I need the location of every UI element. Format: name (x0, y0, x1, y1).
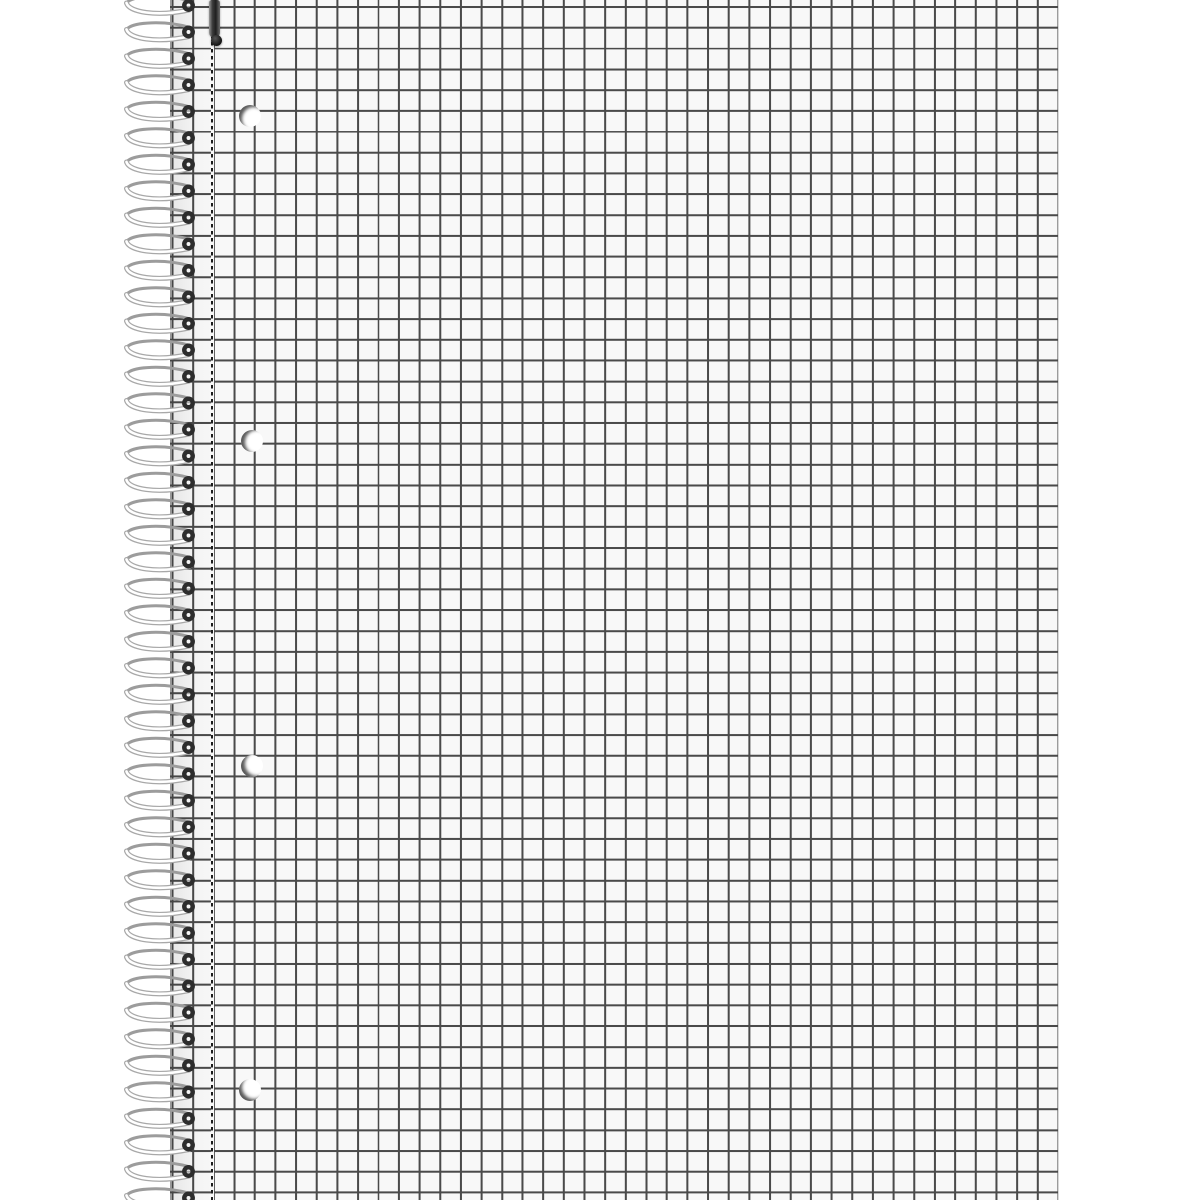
coil-loop (127, 579, 193, 596)
coil-slot (184, 452, 192, 460)
coil-loop (127, 182, 193, 199)
coil-slot (184, 478, 192, 486)
coil-loop (127, 818, 193, 835)
coil-slot (184, 796, 192, 804)
coil-loop (127, 685, 193, 702)
coil-slot (184, 955, 192, 963)
coil-loop (127, 367, 193, 384)
coil-loop (127, 553, 193, 570)
coil-slot (184, 849, 192, 857)
coil-loop (127, 897, 193, 914)
coil-loop (127, 235, 193, 252)
coil-slot (184, 346, 192, 354)
coil-slot (184, 664, 192, 672)
coil-loop (127, 420, 193, 437)
coil-slot (184, 213, 192, 221)
coil-slot (184, 425, 192, 433)
coil-slot (184, 54, 192, 62)
coil-slot (184, 717, 192, 725)
coil-slot (184, 531, 192, 539)
coil-loop (127, 712, 193, 729)
coil-loop (127, 738, 193, 755)
coil-slot (184, 293, 192, 301)
coil-slot (184, 929, 192, 937)
coil-slot (184, 690, 192, 698)
coil-loop (127, 950, 193, 967)
coil-loop (127, 500, 193, 517)
coil-slot (184, 637, 192, 645)
coil-loop (127, 394, 193, 411)
coil-slot (184, 1194, 192, 1200)
coil-loop (127, 23, 193, 40)
coil-slot (184, 584, 192, 592)
coil-loop (127, 844, 193, 861)
coil-slot (184, 876, 192, 884)
coil-slot (184, 28, 192, 36)
coil-slot (184, 372, 192, 380)
coil-loop (127, 1003, 193, 1020)
coil-slot (184, 558, 192, 566)
coil-loop (127, 314, 193, 331)
coil-slot (184, 1, 192, 9)
coil-loop (127, 102, 193, 119)
coil-loop (127, 1162, 193, 1179)
coil-loop (127, 76, 193, 93)
coil-loop (127, 1030, 193, 1047)
pen-mark-ball-tip (211, 35, 222, 46)
coil-slot (184, 187, 192, 195)
coil-loop (127, 606, 193, 623)
coil-slot (184, 505, 192, 513)
coil-slot (184, 107, 192, 115)
coil-slot (184, 1008, 192, 1016)
coil-slot (184, 319, 192, 327)
coil-loop (127, 473, 193, 490)
coil-slot (184, 1035, 192, 1043)
coil-loop (127, 129, 193, 146)
coil-loop (127, 632, 193, 649)
coil-loop (127, 49, 193, 66)
coil-loop (127, 288, 193, 305)
coil-loop (127, 261, 193, 278)
coil-slot (184, 1141, 192, 1149)
coil-loop (127, 526, 193, 543)
coil-slot (184, 743, 192, 751)
coil-loop (127, 155, 193, 172)
pen-mark (209, 0, 220, 38)
coil-slot (184, 1167, 192, 1175)
coil-loop (127, 765, 193, 782)
coil-slot (184, 160, 192, 168)
coil-slot (184, 982, 192, 990)
coil-slot (184, 770, 192, 778)
coil-loop (127, 1083, 193, 1100)
coil-slot (184, 399, 192, 407)
coil-loop (127, 659, 193, 676)
coil-loop (127, 791, 193, 808)
coil-loop (127, 1189, 193, 1200)
coil-slot (184, 902, 192, 910)
coil-slot (184, 240, 192, 248)
coil-slot (184, 266, 192, 274)
coil-loop (127, 871, 193, 888)
coil-loop (127, 924, 193, 941)
coil-loop (127, 447, 193, 464)
coil-loop (127, 0, 193, 13)
coil-slot (184, 1061, 192, 1069)
coil-loop (127, 1109, 193, 1126)
coil-slot (184, 81, 192, 89)
coil-slot (184, 823, 192, 831)
coil-loop (127, 1136, 193, 1153)
coil-slot (184, 134, 192, 142)
coil-loop (127, 208, 193, 225)
coil-slot (184, 1114, 192, 1122)
coil-loop (127, 341, 193, 358)
coil-loop (127, 1056, 193, 1073)
coil-slot (184, 611, 192, 619)
coil-slot (184, 1088, 192, 1096)
coil-loop (127, 977, 193, 994)
